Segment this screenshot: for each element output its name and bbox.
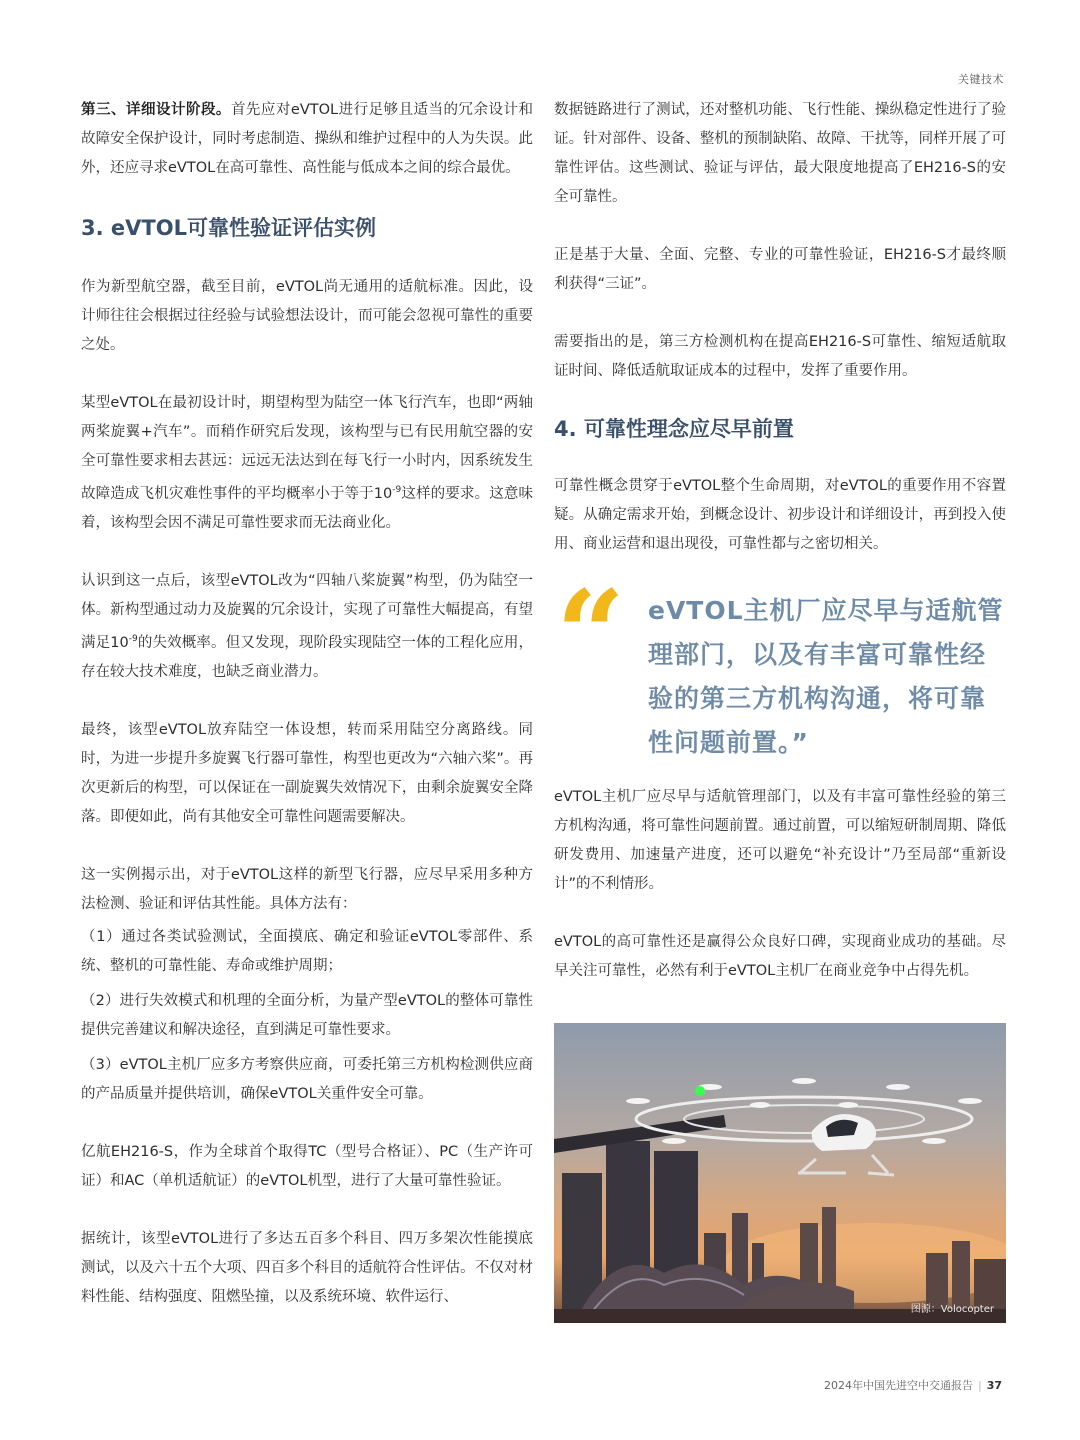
paragraph-lead: 第三、详细设计阶段。 <box>81 102 231 118</box>
photo-caption: 图源：Volocopter <box>910 1304 994 1315</box>
paragraph-eh216: 亿航EH216-S，作为全球首个取得TC（型号合格证）、PC（生产许可证）和AC（单机适航证）的eVTOL机型，进行了大量可靠性验证。 <box>81 1143 533 1189</box>
paragraph-front-load: eVTOL主机厂应尽早与适航管理部门，以及有丰富可靠性经验的第三方机构沟通，将可靠性问题前置。通过前置，可以缩短研制周期、降低研发费用、加速量产进度，还可以避免“补充设计”乃至局部“重新设计”的不利情形。 <box>554 789 1006 892</box>
heading-section-4: 4. 可靠性理念应尽早前置 <box>554 417 794 441</box>
paragraph-text: 的失效概率。但又发现，现阶段实现陆空一体的工程化应用，存在较大技术难度，也缺乏商业潜力。 <box>81 634 533 680</box>
page-footer <box>824 1377 1002 1393</box>
paragraph-text: 某型eVTOL在最初设计时，期望构型为陆空一体飞行汽车，也即“两轴两桨旋翼+汽车”。而稍作研究后发现，该构型与已有民用航空器的安全可靠性要求相去甚远：远远无法达到在每飞行一小时内，因系统发生故障造成飞机灾难性事件的平均概率小于等于10 <box>81 395 533 502</box>
paragraph-lifecycle: 可靠性概念贯穿于eVTOL整个生命周期，对eVTOL的重要作用不容置疑。从确定需求开始，到概念设计、初步设计和详细设计，再到投入使用、商业运营和退出现役，可靠性都与之密切相关。 <box>554 478 1006 552</box>
report-title: 2024年中国先进空中交通报告 <box>823 1379 973 1392</box>
heading-section-3: 3. eVTOL可靠性验证评估实例 <box>81 216 376 240</box>
evtol-photo <box>554 1023 1006 1323</box>
section-label: 关键技术 <box>958 73 1004 86</box>
paragraph-body: 首先应对eVTOL进行足够且适当的冗余设计和故障安全保护设计，同时考虑制造、操纵和维护过程中的人为失误。此外，还应寻求eVTOL在高可靠性、高性能与低成本之间的综合最优。 <box>81 102 534 176</box>
left-column <box>81 96 533 1312</box>
paragraph-three-certs: 正是基于大量、全面、完整、专业的可靠性验证，EH216-S才最终顺利获得“三证”。 <box>554 247 1006 292</box>
paragraph-six-axis: 最终，该型eVTOL放弃陆空一体设想，转而采用陆空分离路线。同时，为进一步提升多旋翼飞行器可靠性，构型也更改为“六轴六桨”。再次更新后的构型，可以保证在一副旋翼失效情况下，由剩余旋翼安全降落。即便如此，尚有其他安全可靠性问题需要解决。 <box>81 721 533 825</box>
paragraph-initial-design <box>81 389 533 538</box>
page-number: 37 <box>986 1379 1002 1392</box>
footer-separator: | <box>977 1379 982 1392</box>
pull-quote <box>554 564 1006 759</box>
list-item-1: （1）通过各类试验测试，全面摸底、确定和验证eVTOL零部件、系统、整机的可靠性能、寿命或维护周期； <box>81 928 533 974</box>
paragraph-text: 这样的要求。这意味着，该构型会因不满足可靠性要求而无法商业化。 <box>81 485 534 531</box>
paragraph-data-link: 数据链路进行了测试，还对整机功能、飞行性能、操纵稳定性进行了验证。针对部件、设备、整机的预制缺陷、故障、干扰等，同样开展了可靠性评估。这些测试、验证与评估，最大限度地提高了EH216-S的安全可靠性。 <box>554 102 1006 205</box>
paragraph-methods-intro: 这一实例揭示出，对于eVTOL这样的新型飞行器，应尽早采用多种方法检测、验证和评估其性能。具体方法有： <box>81 866 533 912</box>
quote-mark-icon: “ <box>556 564 626 705</box>
paragraph-statistics: 据统计，该型eVTOL进行了多达五百多个科目、四万多架次性能摸底测试，以及六十五个大项、四百多个科目的适航符合性评估。不仅对材料性能、结构强度、阻燃坠撞，以及系统环境、软件运行、 <box>81 1230 533 1305</box>
right-column <box>554 96 1006 1323</box>
list-item-2: （2）进行失效模式和机理的全面分析，为量产型eVTOL的整体可靠性提供完善建议和解决途径，直到满足可靠性要求。 <box>81 992 533 1038</box>
pull-quote-text: eVTOL主机厂应尽早与适航管理部门，以及有丰富可靠性经验的第三方机构沟通，将可靠性问题前置。” <box>648 596 1004 757</box>
paragraph-text: 认识到这一点后，该型eVTOL改为“四轴八桨旋翼”构型，仍为陆空一体。新构型通过动力及旋翼的冗余设计，实现了可靠性大幅提高，有望满足10 <box>81 572 533 651</box>
paragraph-third-party: 需要指出的是，第三方检测机构在提高EH216-S可靠性、缩短适航取证时间、降低适航取证成本的过程中，发挥了重要作用。 <box>554 334 1006 379</box>
paragraph-four-axis <box>81 567 533 687</box>
exponent: -9 <box>392 485 402 495</box>
paragraph-no-standard: 作为新型航空器，截至目前，eVTOL尚无通用的适航标准。因此，设计师往往会根据过往经验与试验想法设计，而可能会忽视可靠性的重要之处。 <box>81 279 533 353</box>
city-skyline-illustration <box>554 1023 1006 1323</box>
paragraph-reputation: eVTOL的高可靠性还是赢得公众良好口碑，实现商业成功的基础。尽早关注可靠性，必然有利于eVTOL主机厂在商业竞争中占得先机。 <box>554 934 1006 979</box>
list-item-3: （3）eVTOL主机厂应多方考察供应商，可委托第三方机构检测供应商的产品质量并提供培训，确保eVTOL关重件安全可靠。 <box>81 1056 533 1102</box>
exponent: -9 <box>128 633 138 644</box>
paragraph-detailed-design <box>81 96 533 183</box>
